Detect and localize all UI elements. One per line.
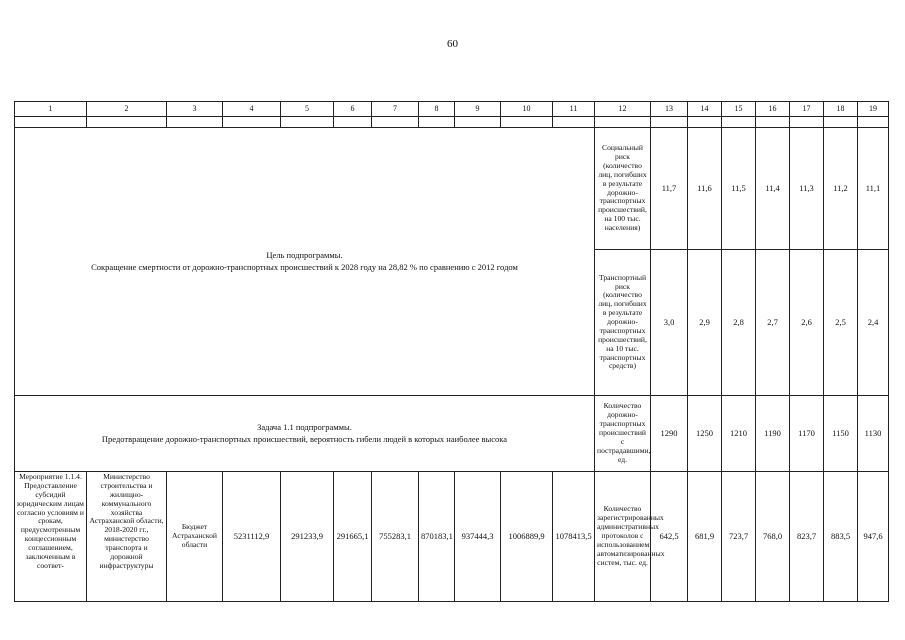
amount-cell: 1006889,9 [501,472,553,602]
task-cell [15,396,595,472]
value-cell: 2,9 [688,250,722,396]
program-table [14,101,889,602]
measure-row [15,472,889,602]
value-cell: 2,7 [756,250,790,396]
col-header: 7 [372,102,419,117]
indicator-accidents: Количество дорожно-транспортных происшествий с пострадавшими, ед. [595,396,651,472]
value-cell: 1250 [688,396,722,472]
col-header: 4 [223,102,281,117]
amount-cell: 755283,1 [372,472,419,602]
col-header: 3 [167,102,223,117]
goal-text: Сокращение смертности от дорожно-транспортных происшествий к 2028 году на 28,82 % по сравнению с 2012 годом [91,261,518,272]
value-cell: 723,7 [722,472,756,602]
value-cell: 11,7 [651,128,688,250]
measure-title: Мероприятие 1.1.4. Предоставление субсидий юридическим лицам согласно условиям и срокам, предусмотренным концессионным соглашением, заключенным в соответ- [15,472,87,602]
goal-title: Цель подпрограммы. [266,250,343,261]
value-cell: 947,6 [858,472,889,602]
amount-cell: 870183,1 [419,472,455,602]
col-header: 10 [501,102,553,117]
col-header: 13 [651,102,688,117]
col-header: 15 [722,102,756,117]
column-number-row [15,102,889,117]
value-cell: 11,6 [688,128,722,250]
value-cell: 1210 [722,396,756,472]
goal-cell [15,128,595,396]
value-cell: 11,3 [790,128,824,250]
col-header: 14 [688,102,722,117]
col-header: 8 [419,102,455,117]
col-header: 19 [858,102,889,117]
col-header: 17 [790,102,824,117]
value-cell: 11,4 [756,128,790,250]
value-cell: 2,6 [790,250,824,396]
value-cell: 1290 [651,396,688,472]
value-cell: 2,5 [824,250,858,396]
page-number: 60 [447,38,458,50]
value-cell: 642,5 [651,472,688,602]
value-cell: 768,0 [756,472,790,602]
amount-cell: 937444,3 [455,472,501,602]
value-cell: 3,0 [651,250,688,396]
indicator-social-risk: Социальный риск (количество лиц, погибших в результате дорожно-транспортных происшествий, на 100 тыс. населения) [595,128,651,250]
indicator-transport-risk: Транспортный риск (количество лиц, погибших в результате дорожно-транспортных происшествий, на 10 тыс. транспортных средств) [595,250,651,396]
amount-cell: 291233,9 [281,472,334,602]
col-header: 12 [595,102,651,117]
amount-cell: 291665,1 [334,472,372,602]
col-header: 6 [334,102,372,117]
col-header: 5 [281,102,334,117]
value-cell: 11,1 [858,128,889,250]
col-header: 18 [824,102,858,117]
value-cell: 11,5 [722,128,756,250]
col-header: 9 [455,102,501,117]
task-row [15,396,889,472]
value-cell: 883,5 [824,472,858,602]
goal-row-1 [15,128,889,250]
value-cell: 11,2 [824,128,858,250]
col-header: 16 [756,102,790,117]
col-header: 1 [15,102,87,117]
value-cell: 1150 [824,396,858,472]
value-cell: 1190 [756,396,790,472]
value-cell: 1130 [858,396,889,472]
indicator-protocols: Количество зарегистрированных административных протоколов с использованием автоматизированных систем, тыс. ед. [595,472,651,602]
amount-cell: 5231112,9 [223,472,281,602]
measure-source: Бюджет Астраханской области [167,472,223,602]
spacer-row [15,117,889,128]
value-cell: 681,9 [688,472,722,602]
value-cell: 2,4 [858,250,889,396]
task-title: Задача 1.1 подпрограммы. [257,422,352,433]
task-text: Предотвращение дорожно-транспортных происшествий, вероятность гибели людей в которых наиболее высока [101,433,508,444]
col-header: 11 [553,102,595,117]
measure-executor: Министерство строительства и жилищно-коммунального хозяйства Астраханской области, 2018-2020 гг., министерство транспорта и дорожной инфраструктуры [87,472,167,602]
value-cell: 823,7 [790,472,824,602]
col-header: 2 [87,102,167,117]
value-cell: 2,8 [722,250,756,396]
amount-cell: 1078413,5 [553,472,595,602]
value-cell: 1170 [790,396,824,472]
